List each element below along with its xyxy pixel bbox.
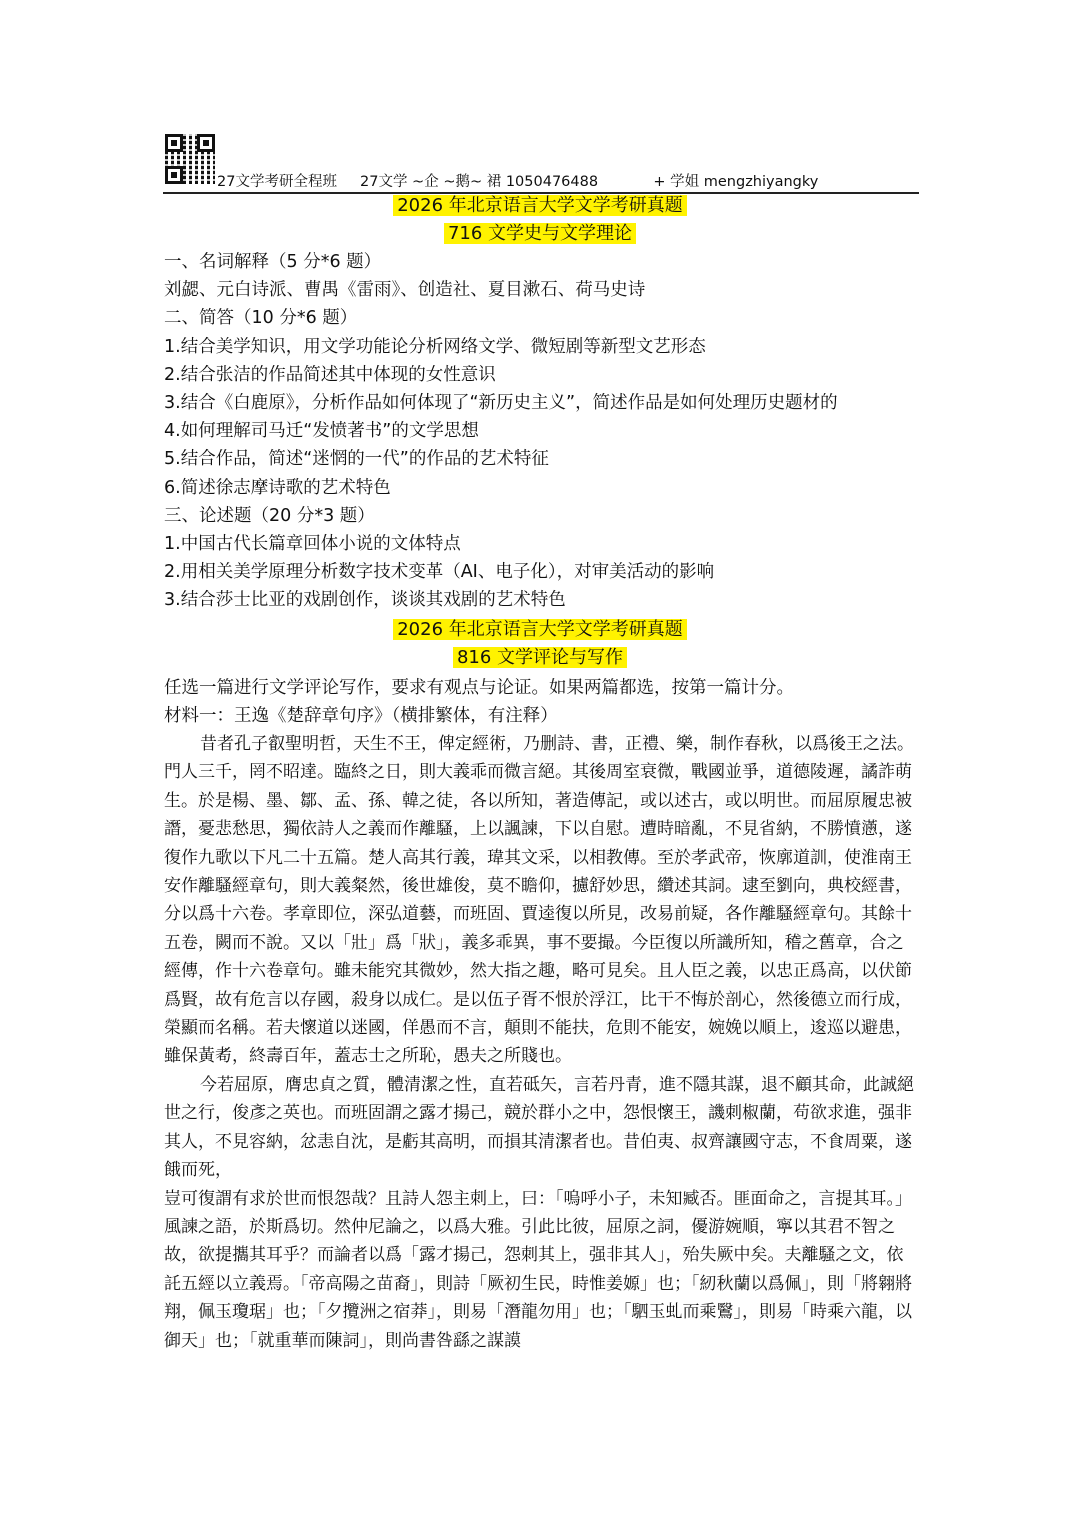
exam2-title: 2026 年北京语言大学文学考研真题	[0, 617, 1080, 643]
section3-item: 2.用相关美学原理分析数字技术变革（AI、电子化），对审美活动的影响	[164, 562, 715, 582]
material-text	[164, 730, 920, 1355]
exam1-subject: 716 文学史与文学理论	[0, 221, 1080, 247]
material-paragraph: 今若屈原，膺忠貞之質，體清潔之性，直若砥矢，言若丹青，進不隱其謀，退不顧其命，此誠絕世之行，俊彥之英也。而班固謂之露才揚己，競於群小之中，怨恨懷王，譏刺椒蘭，苟欲求進，强非其人，不見容納，忿恚自沈，是虧其高明，而損其清潔者也。昔伯夷、叔齊讓國守志，不食周粟，遂餓而死，	[164, 1074, 914, 1181]
section2-item: 6.简述徐志摩诗歌的艺术特色	[164, 478, 391, 498]
section2-item: 2.结合张洁的作品简述其中体现的女性意识	[164, 365, 496, 385]
header-text: 27文学考研全程班 27文学 ~企 ~鹅~ 裙 1050476488 + 学姐 mengzhiyangky	[217, 174, 819, 190]
section2-heading: 二、简答（10 分*6 题）	[164, 308, 358, 328]
page-header	[163, 130, 919, 194]
section1-terms: 刘勰、元白诗派、曹禺《雷雨》、创造社、夏目漱石、荷马史诗	[164, 280, 646, 300]
section3-item: 1.中国古代长篇章回体小说的文体特点	[164, 534, 461, 554]
exam2-instruction: 任选一篇进行文学评论写作，要求有观点与论证。如果两篇都选，按第一篇计分。	[164, 678, 794, 698]
section1-heading: 一、名词解释（5 分*6 题）	[164, 252, 382, 272]
section2-item: 1.结合美学知识，用文学功能论分析网络文学、微短剧等新型文艺形态	[164, 337, 706, 357]
section2-item: 5.结合作品，简述“迷惘的一代”的作品的艺术特征	[164, 449, 549, 469]
section3-heading: 三、论述题（20 分*3 题）	[164, 506, 375, 526]
exam2-subject: 816 文学评论与写作	[0, 645, 1080, 671]
exam1-title: 2026 年北京语言大学文学考研真题	[0, 193, 1080, 219]
material-paragraph: 豈可復謂有求於世而恨怨哉？且詩人怨主刺上，曰：「嗚呼小子，未知臧否。匪面命之，言提其耳。」風諫之語，於斯爲切。然仲尼論之，以爲大雅。引此比彼，屈原之詞，優游婉順，寧以其君不智之故，欲提攜其耳乎？而論者以爲「露才揚己，怨刺其上，强非其人」，殆失厥中矣。夫離騷之文，依託五經以立義焉。「帝高陽之苗裔」，則詩「厥初生民，時惟姜嫄」也；「紉秋蘭以爲佩」，則「將翱將翔，佩玉瓊琚」也；「夕攬洲之宿莽」，則易「潛龍勿用」也；「駟玉虬而乘鷖」，則易「時乘六龍，以御天」也；「就重華而陳詞」，則尚書咎繇之謀謨	[164, 1188, 912, 1351]
section2-item: 4.如何理解司马迁“发愤著书”的文学思想	[164, 421, 479, 441]
section3-item: 3.结合莎士比亚的戏剧创作，谈谈其戏剧的艺术特色	[164, 590, 566, 610]
material-paragraph: 昔者孔子叡聖明哲，天生不王，俾定經術，乃删詩、書，正禮、樂，制作春秋，以爲後王之法。門人三千，罔不昭達。臨終之日，則大義乖而微言絕。其後周室衰微，戰國並爭，道德陵遲，譎詐萌生。於是楊、墨、鄒、孟、孫、韓之徒，各以所知，著造傳記，或以述古，或以明世。而屈原履忠被譖，憂悲愁思，獨依詩人之義而作離騷，上以諷諫，下以自慰。遭時暗亂，不見省納，不勝憤懣，遂復作九歌以下凡二十五篇。楚人高其行義，瑋其文采，以相教傳。至於孝武帝，恢廓道訓，使淮南王安作離騷經章句，則大義粲然，後世雄俊，莫不瞻仰，攄舒妙思，纘述其詞。逮至劉向，典校經書，分以爲十六卷。孝章即位，深弘道藝，而班固、賈逵復以所見，改易前疑，各作離騷經章句。其餘十五卷，闕而不說。又以「壯」爲「狀」，義多乖異，事不要撮。今臣復以所識所知，稽之舊章，合之經傳，作十六卷章句。雖未能究其微妙，然大指之趣，略可見矣。且人臣之義，以忠正爲高，以伏節爲賢，故有危言以存國，殺身以成仁。是以伍子胥不恨於浮江，比干不悔於剖心，然後德立而行成，榮顯而名稱。若夫懷道以迷國，佯愚而不言，顛則不能扶，危則不能安，婉娩以順上，逡巡以避患，雖保黃耇，終壽百年，蓋志士之所恥，愚夫之所賤也。	[164, 734, 914, 1067]
qr-code-icon	[165, 134, 215, 184]
material-label: 材料一：王逸《楚辞章句序》（横排繁体，有注释）	[164, 706, 558, 726]
section2-item: 3.结合《白鹿原》，分析作品如何体现了“新历史主义”，简述作品是如何处理历史题材的	[164, 393, 838, 413]
